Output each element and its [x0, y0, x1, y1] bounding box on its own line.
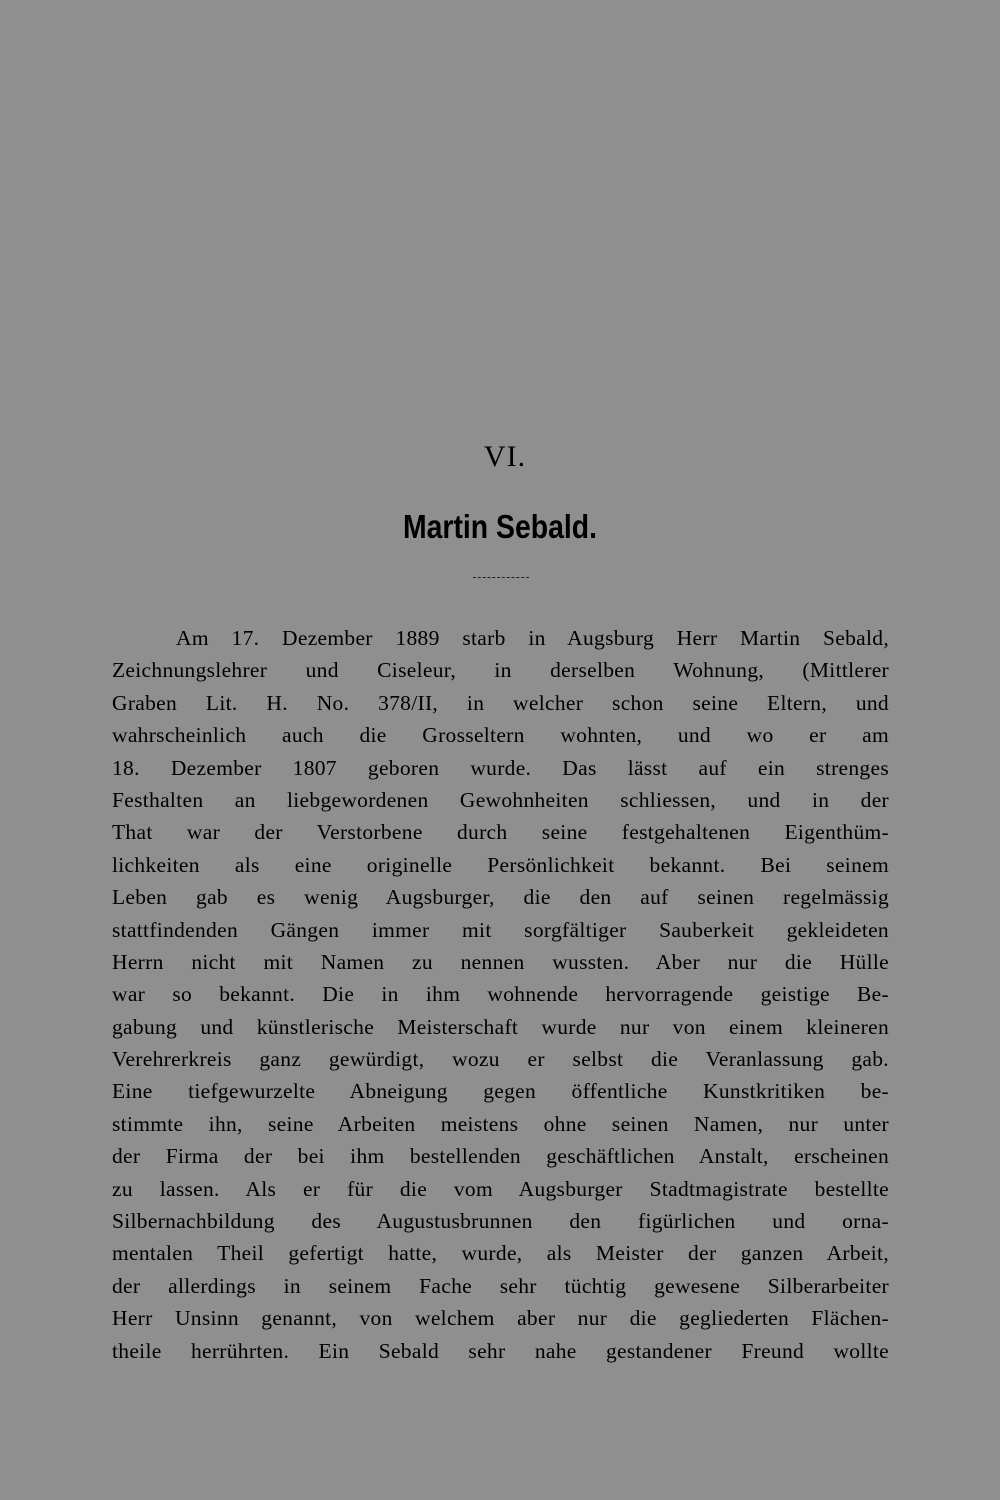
text-line: theile herrührten. Ein Sebald sehr nahe gestandener Freund wollte [112, 1338, 889, 1363]
text-line: 18. Dezember 1807 geboren wurde. Das lässt auf ein strenges [112, 755, 889, 780]
text-line: stimmte ihn, seine Arbeiten meistens ohne seinen Namen, nur unter [112, 1111, 889, 1136]
chapter-number: VI. [483, 440, 527, 473]
title-ornament-rule [473, 577, 529, 578]
text-line: der Firma der bei ihm bestellenden geschäftlichen Anstalt, erscheinen [112, 1144, 889, 1169]
text-line: Eine tiefgewurzelte Abneigung gegen öffentliche Kunstkritiken be- [112, 1079, 889, 1104]
text-line: Silbernachbildung des Augustusbrunnen den figürlichen und orna- [112, 1209, 889, 1234]
text-line: gabung und künstlerische Meisterschaft wurde nur von einem kleineren [112, 1014, 889, 1039]
text-line: zu lassen. Als er für die vom Augsburger Stadtmagistrate bestellte [112, 1176, 889, 1201]
text-line: der allerdings in seinem Fache sehr tüchtig gewesene Silberarbeiter [112, 1273, 889, 1298]
text-line: Verehrerkreis ganz gewürdigt, wozu er selbst die Veranlassung gab. [112, 1047, 889, 1072]
text-line: lichkeiten als eine originelle Persönlichkeit bekannt. Bei seinem [112, 852, 889, 877]
chapter-title: Martin Sebald. [403, 508, 597, 545]
text-line: Leben gab es wenig Augsburger, die den auf seinen regelmässig [112, 885, 889, 910]
text-line: Am 17. Dezember 1889 starb in Augsburg Herr Martin Sebald, [176, 626, 889, 650]
text-line: stattfindenden Gängen immer mit sorgfältiger Sauberkeit gekleideten [112, 917, 889, 942]
text-line: Graben Lit. H. No. 378/II, in welcher schon seine Eltern, und [112, 690, 889, 715]
text-line: mentalen Theil gefertigt hatte, wurde, als Meister der ganzen Arbeit, [112, 1241, 889, 1266]
text-line: Herrn nicht mit Namen zu nennen wussten. Aber nur die Hülle [112, 949, 889, 974]
body-paragraph [112, 622, 889, 1367]
text-line: wahrscheinlich auch die Grosseltern wohnten, und wo er am [112, 723, 889, 748]
text-line: war so bekannt. Die in ihm wohnende hervorragende geistige Be- [112, 982, 889, 1007]
text-line: Herr Unsinn genannt, von welchem aber nur die gegliederten Flächen- [112, 1306, 889, 1331]
text-line: That war der Verstorbene durch seine festgehaltenen Eigenthüm- [112, 820, 889, 845]
text-line: Zeichnungslehrer und Ciseleur, in derselben Wohnung, (Mittlerer [112, 658, 889, 683]
text-line: Festhalten an liebgewordenen Gewohnheiten schliessen, und in der [112, 787, 889, 812]
